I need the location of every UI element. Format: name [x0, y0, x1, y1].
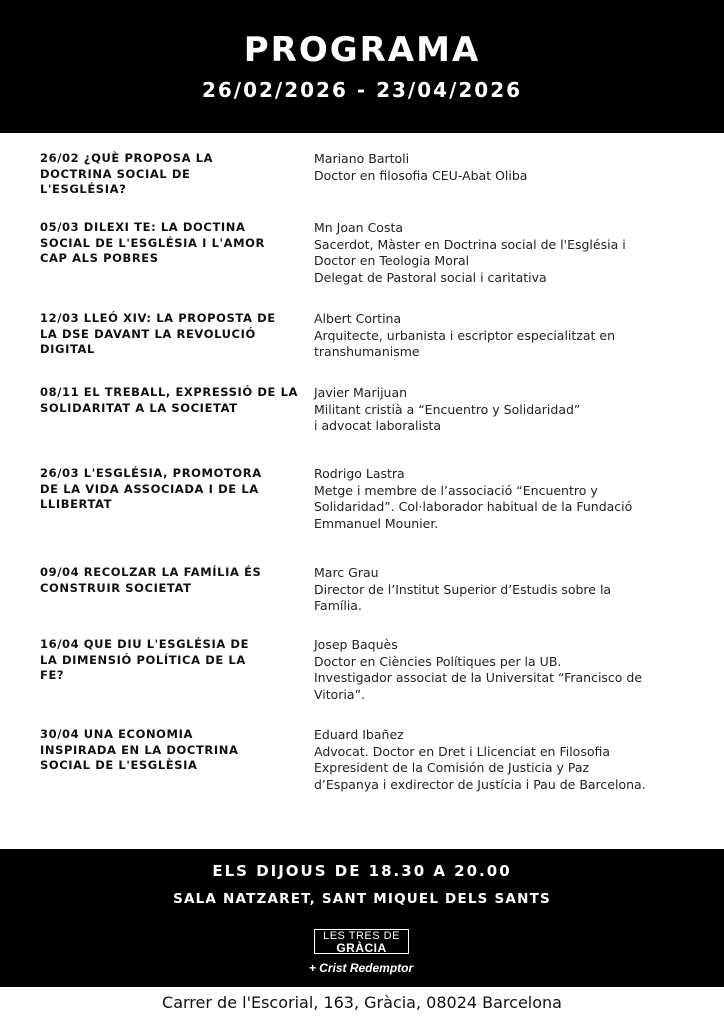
session-topic: 05/03 DILEXI TE: LA DOCTINA SOCIAL DE L'ESGLÉSIA I L'AMOR CAP ALS POBRES [40, 220, 265, 265]
speaker-bio-line: Metge i membre de l’associació “Encuentro y [314, 482, 598, 498]
session-speaker [314, 637, 704, 703]
speaker-name: Rodrigo Lastra [314, 466, 405, 481]
session-topic: 16/04 QUE DIU L'ESGLÉSIA DE LA DIMENSIÓ POLÍTICA DE LA FE? [40, 637, 250, 682]
session-topic: 26/03 L'ESGLÉSIA, PROMOTORA DE LA VIDA ASSOCIADA I DE LA LLIBERTAT [40, 466, 262, 511]
session-speaker [314, 727, 704, 793]
speaker-bio-line: Investigador associat de la Universitat “Francisco de [314, 670, 643, 685]
session-topic: 26/02 ¿QUÈ PROPOSA LA DOCTRINA SOCIAL DE L'ESGLÉSIA? [40, 151, 214, 196]
speaker-bio-line: Doctor en Teologia Moral [314, 253, 470, 268]
speaker-bio-line: Doctor en Ciències Polítiques per la UB. [314, 653, 562, 669]
address: Carrer de l'Escorial, 163, Gràcia, 08024 Barcelona [162, 993, 562, 1012]
logo-line-1: LES TRES DE [323, 930, 400, 942]
speaker-name: Mn Joan Costa [314, 220, 404, 235]
speaker-bio-line: d’Espanya i exdirector de Justícia i Pau de Barcelona. [314, 776, 646, 792]
speaker-name: Javier Marijuan [314, 385, 408, 400]
speaker-bio-line: Emmanuel Mounier. [314, 515, 439, 531]
speaker-bio-line: Solidaridad”. Col·laborador habitual de la Fundació [314, 499, 633, 514]
speaker-bio-line: Director de l’Institut Superior d’Estudis sobre la [314, 581, 612, 597]
speaker-bio-line: Doctor en filosofia CEU-Abat Oliba [314, 167, 528, 183]
speaker-bio-line: i advocat laboralista [314, 418, 442, 433]
speaker-bio-line: Expresident de la Comisión de Justicia y Paz [314, 760, 590, 775]
header-banner [0, 0, 724, 133]
speaker-bio-line: Família. [314, 598, 362, 613]
session-speaker [314, 385, 704, 435]
logo-line-2: GRÀCIA [336, 941, 387, 955]
venue: SALA NATZARET, SANT MIQUEL DELS SANTS [173, 891, 551, 907]
speaker-bio-line: transhumanisme [314, 344, 420, 359]
speaker-name: Albert Cortina [314, 311, 402, 326]
session-speaker [314, 151, 704, 184]
speaker-bio-line: Delegat de Pastoral social i caritativa [314, 269, 547, 285]
session-topic: 09/04 RECOLZAR LA FAMÍLIA ÉS CONSTRUIR SOCIETAT [40, 565, 262, 595]
speaker-bio-line: Sacerdot, Màster en Doctrina social de l'Església i [314, 236, 626, 252]
speaker-name: Josep Baquès [314, 637, 398, 652]
page-title: PROGRAMA [243, 30, 481, 70]
footer-banner [0, 849, 724, 987]
session-topic: 08/11 EL TREBALL, EXPRESSIÓ DE LA SOLIDARITAT A LA SOCIETAT [40, 385, 299, 415]
session-speaker [314, 311, 704, 361]
session-topic: 30/04 UNA ECONOMIA INSPIRADA EN LA DOCTRINA SOCIAL DE L'ESGLÈSIA [40, 727, 239, 772]
session-speaker [314, 565, 704, 615]
session-speaker [314, 220, 704, 286]
logo-line-3: + Crist Redemptor [308, 961, 414, 975]
session-speaker [314, 466, 704, 532]
date-range: 26/02/2026 - 23/04/2026 [201, 78, 523, 102]
organizer-logo [291, 929, 441, 979]
speaker-bio-line: Vitoria”. [314, 686, 366, 702]
schedule-time: ELS DIJOUS DE 18.30 A 20.00 [212, 862, 512, 880]
session-topic: 12/03 LLEÓ XIV: LA PROPOSTA DE LA DSE DAVANT LA REVOLUCIÓ DIGITAL [40, 311, 276, 356]
speaker-name: Eduard Ibañez [314, 727, 404, 742]
speaker-bio-line: Arquitecte, urbanista i escriptor especialitzat en [314, 327, 616, 343]
speaker-bio-line: Militant cristià a “Encuentro y Solidaridad” [314, 401, 581, 417]
speaker-name: Mariano Bartoli [314, 151, 410, 166]
speaker-bio-line: Advocat. Doctor en Dret i Llicenciat en Filosofia [314, 743, 611, 759]
speaker-name: Marc Grau [314, 565, 379, 580]
